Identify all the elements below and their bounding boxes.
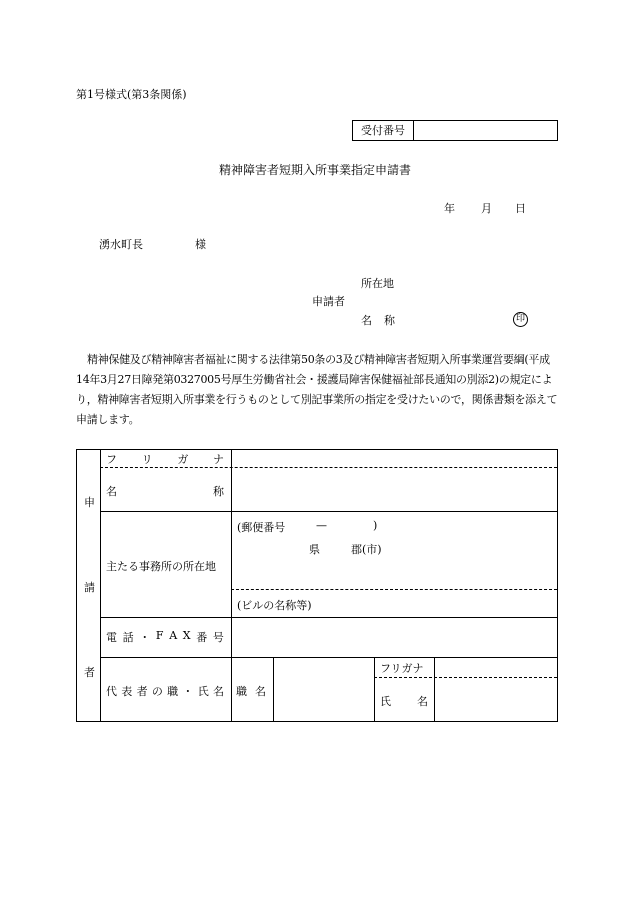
rep-label-char: 名 bbox=[212, 685, 224, 698]
postal-code-label: (郵便番号 bbox=[237, 521, 286, 534]
date-year: 年 bbox=[444, 202, 455, 215]
rep-furigana-field[interactable] bbox=[436, 659, 555, 676]
addressee-name: 湧水町長 bbox=[99, 238, 143, 251]
applicant-name-label-1: 名 bbox=[361, 314, 372, 327]
rep-name-field[interactable] bbox=[436, 679, 555, 719]
name-label-char: 称 bbox=[213, 485, 224, 498]
postal-code-close: ) bbox=[373, 519, 378, 532]
furigana-char: リ bbox=[141, 453, 153, 466]
rep-label-char: 表 bbox=[121, 685, 133, 698]
phone-label-char: 番 bbox=[196, 631, 208, 644]
position-label bbox=[236, 683, 266, 699]
rep-label-char: 者 bbox=[136, 685, 148, 698]
representative-label bbox=[106, 683, 224, 699]
phone-label-char: 電 bbox=[106, 631, 117, 644]
applicant-label: 申請者 bbox=[312, 295, 345, 308]
rep-label-char: ・ bbox=[182, 685, 194, 698]
phone-label-char: X bbox=[182, 629, 191, 642]
city-label: 郡(市) bbox=[351, 543, 382, 556]
rep-label-char: 氏 bbox=[197, 685, 209, 698]
rep-furigana-label: フリガナ bbox=[380, 662, 424, 675]
rep-name-label-char: 名 bbox=[417, 695, 428, 708]
name-label-char: 名 bbox=[106, 485, 117, 498]
seal-mark: 印 bbox=[513, 312, 528, 327]
position-field[interactable] bbox=[275, 659, 373, 719]
name-label bbox=[106, 483, 224, 499]
document-title: 精神障害者短期入所事業指定申請書 bbox=[218, 163, 411, 177]
reception-number-field[interactable] bbox=[415, 121, 555, 140]
applicant-name-label-2: 称 bbox=[384, 314, 395, 327]
phone-label-char: A bbox=[169, 629, 178, 642]
building-name-label: (ビルの名称等) bbox=[237, 599, 312, 612]
furigana-char: ガ bbox=[177, 453, 189, 466]
phone-label-char: F bbox=[155, 629, 164, 642]
phone-label-char: 話 bbox=[122, 631, 134, 644]
phone-fax-field[interactable] bbox=[233, 619, 555, 656]
phone-label-char: ・ bbox=[139, 631, 151, 644]
rep-label-char: の bbox=[151, 685, 163, 698]
name-field[interactable] bbox=[233, 470, 555, 510]
furigana-label bbox=[106, 451, 224, 467]
furigana-char: フ bbox=[106, 453, 117, 466]
position-label-char: 職 bbox=[236, 685, 247, 698]
rep-name-label bbox=[380, 693, 428, 709]
postal-code-dash: — bbox=[316, 519, 327, 532]
rep-name-label-char: 氏 bbox=[380, 695, 391, 708]
date-month: 月 bbox=[481, 202, 492, 215]
side-label-1: 申 bbox=[84, 496, 95, 509]
reception-label: 受付番号 bbox=[353, 121, 414, 140]
rep-label-char: 職 bbox=[167, 685, 179, 698]
rep-label-char: 代 bbox=[106, 685, 117, 698]
prefecture-label: 県 bbox=[309, 543, 320, 556]
addressee-honorific: 様 bbox=[195, 238, 206, 251]
side-label-3: 者 bbox=[84, 666, 95, 679]
furigana-char: ナ bbox=[212, 453, 224, 466]
date-day: 日 bbox=[515, 202, 526, 215]
phone-label-char: 号 bbox=[212, 631, 224, 644]
phone-fax-label bbox=[106, 629, 224, 645]
side-label-2: 請 bbox=[84, 581, 95, 594]
office-address-label: 主たる事務所の所在地 bbox=[106, 560, 216, 573]
reception-box bbox=[352, 120, 558, 141]
applicant-address-label: 所在地 bbox=[361, 277, 394, 290]
furigana-field[interactable] bbox=[233, 451, 555, 466]
position-label-char: 名 bbox=[255, 685, 266, 698]
form-number: 第1号様式(第3条関係) bbox=[76, 88, 187, 101]
body-paragraph: 精神保健及び精神障害者福祉に関する法律第50条の3及び精神障害者短期入所事業運営要綱(平成14年3月27日障発第0327005号厚生労働省社会・援護局障害保健福祉部長通知の別添2)の規定により，精神障害者短期入所事業を行うものとして別記事業所の指定を受けたいので，関係書類を添えて申請します。 bbox=[76, 353, 558, 426]
